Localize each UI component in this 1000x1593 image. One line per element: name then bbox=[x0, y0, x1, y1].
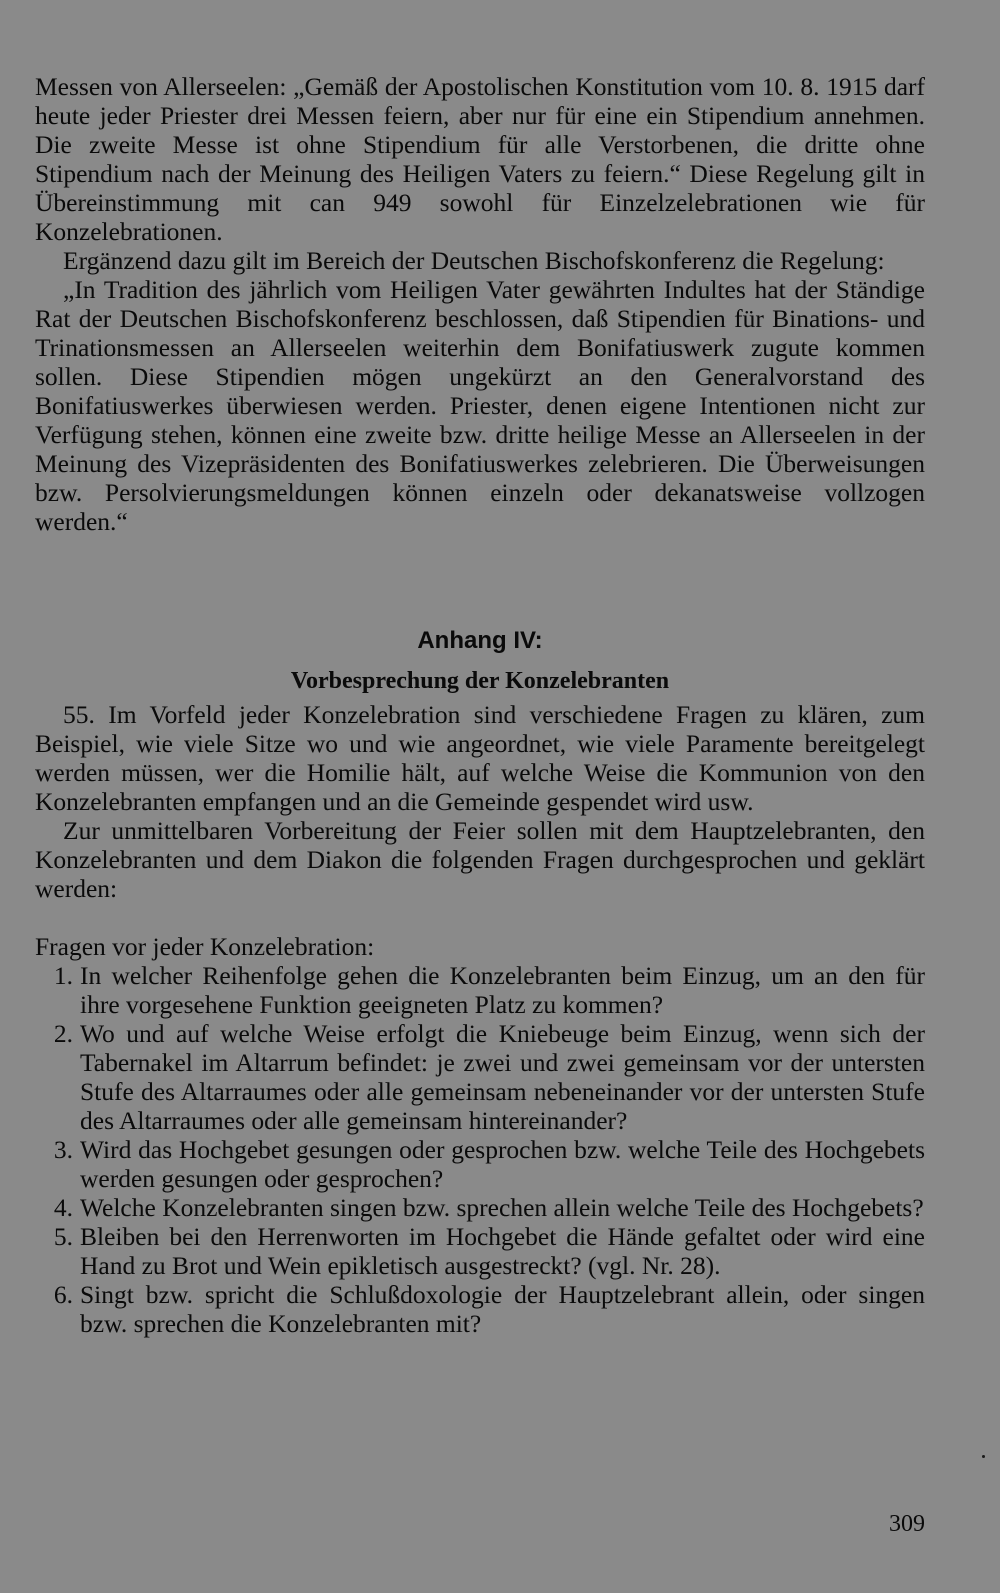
list-item bbox=[35, 1019, 925, 1135]
list-item bbox=[35, 1222, 925, 1280]
paragraph-55: 55. Im Vorfeld jeder Konzelebration sind verschiedene Fragen zu klären, zum Beispiel, wie viele Sitze wo und wie angeordnet, wie viele Paramente bereitgelegt werden müssen, wer die Homilie hält, auf welche Weise die Kommunion von den Konzelebranten empfangen und an die Gemeinde gespendet wird usw. bbox=[35, 700, 925, 816]
paragraph-vorbereitung: Zur unmittelbaren Vorbereitung der Feier sollen mit dem Hauptzelebranten, den Konzelebranten und dem Diakon die folgenden Fragen durchgesprochen und geklärt werden: bbox=[35, 816, 925, 903]
list-item-text: Wird das Hochgebet gesungen oder gesprochen bzw. welche Teile des Hochgebets werden gesungen oder gesprochen? bbox=[80, 1135, 925, 1193]
questions-intro: Fragen vor jeder Konzelebration: bbox=[35, 932, 375, 961]
paragraph-allerseelen: Messen von Allerseelen: „Gemäß der Apostolischen Konstitution vom 10. 8. 1915 darf heute jeder Priester drei Messen feiern, aber nur für eine ein Stipendium annehmen. Die zweite Messe ist ohne Stipendium für alle Verstorbenen, die dritte ohne Stipendium nach der Meinung des Heiligen Vaters zu feiern.“ Diese Regelung gilt in Übereinstimmung mit can 949 sowohl für Einzelzelebrationen wie für Konzelebrationen. bbox=[35, 72, 925, 246]
list-item bbox=[35, 1280, 925, 1338]
list-item bbox=[35, 1135, 925, 1193]
list-item bbox=[35, 961, 925, 1019]
scan-speck bbox=[982, 1455, 985, 1458]
section-heading-block bbox=[35, 626, 925, 696]
list-item-text: Welche Konzelebranten singen bzw. sprechen allein welche Teile des Hochgebets? bbox=[80, 1193, 924, 1222]
list-item-text: Wo und auf welche Weise erfolgt die Kniebeuge beim Einzug, wenn sich der Tabernakel im Altarrum befindet: je zwei und zwei gemeinsam vor der untersten Stufe des Altarraumes oder alle gemeinsam nebeneinander vor der untersten Stufe des Altarraumes oder alle gemeinsam hintereinander? bbox=[80, 1019, 925, 1135]
page-body bbox=[35, 72, 925, 1338]
section-heading: Anhang IV: bbox=[417, 627, 543, 654]
list-item-text: In welcher Reihenfolge gehen die Konzelebranten beim Einzug, um an den für ihre vorgesehene Funktion geeigneten Platz zu kommen? bbox=[80, 961, 925, 1019]
paragraph-ergaenzend: Ergänzend dazu gilt im Bereich der Deutschen Bischofskonferenz die Regelung: bbox=[63, 246, 885, 275]
list-item-text: Bleiben bei den Herrenworten im Hochgebet die Hände gefaltet oder wird eine Hand zu Brot und Wein epikletisch ausgestreckt? (vgl. Nr. 28). bbox=[80, 1222, 925, 1280]
paragraph-quote-indult: „In Tradition des jährlich vom Heiligen Vater gewährten Indultes hat der Ständige Rat der Deutschen Bischofskonferenz beschlossen, daß Stipendien für Binations- und Trinationsmessen an Allerseelen weiterhin dem Bonifatiuswerk zugute kommen sollen. Diese Stipendien mögen ungekürzt an den Generalvorstand des Bonifatiuswerkes überwiesen werden. Priester, denen eigene Intentionen nicht zur Verfügung stehen, können eine zweite bzw. dritte heilige Messe an Allerseelen in der Meinung des Vizepräsidenten des Bonifatiuswerkes zelebrieren. Die Überweisungen bzw. Persolvierungsmeldungen können einzeln oder dekanatsweise vollzogen werden.“ bbox=[35, 275, 925, 536]
list-item-number: 4. bbox=[53, 1193, 73, 1222]
page-number: 309 bbox=[889, 1511, 925, 1537]
list-item-number: 2. bbox=[53, 1019, 73, 1048]
list-item bbox=[35, 1193, 925, 1222]
section-subtitle: Vorbesprechung der Konzelebranten bbox=[290, 668, 670, 694]
list-item-number: 3. bbox=[53, 1135, 73, 1164]
list-item-number: 5. bbox=[53, 1222, 73, 1251]
list-item-number: 6. bbox=[53, 1280, 73, 1309]
list-item-number: 1. bbox=[53, 961, 73, 990]
list-item-text: Singt bzw. spricht die Schlußdoxologie der Hauptzelebrant allein, oder singen bzw. sprechen die Konzelebranten mit? bbox=[80, 1280, 925, 1338]
questions-list bbox=[35, 961, 925, 1338]
